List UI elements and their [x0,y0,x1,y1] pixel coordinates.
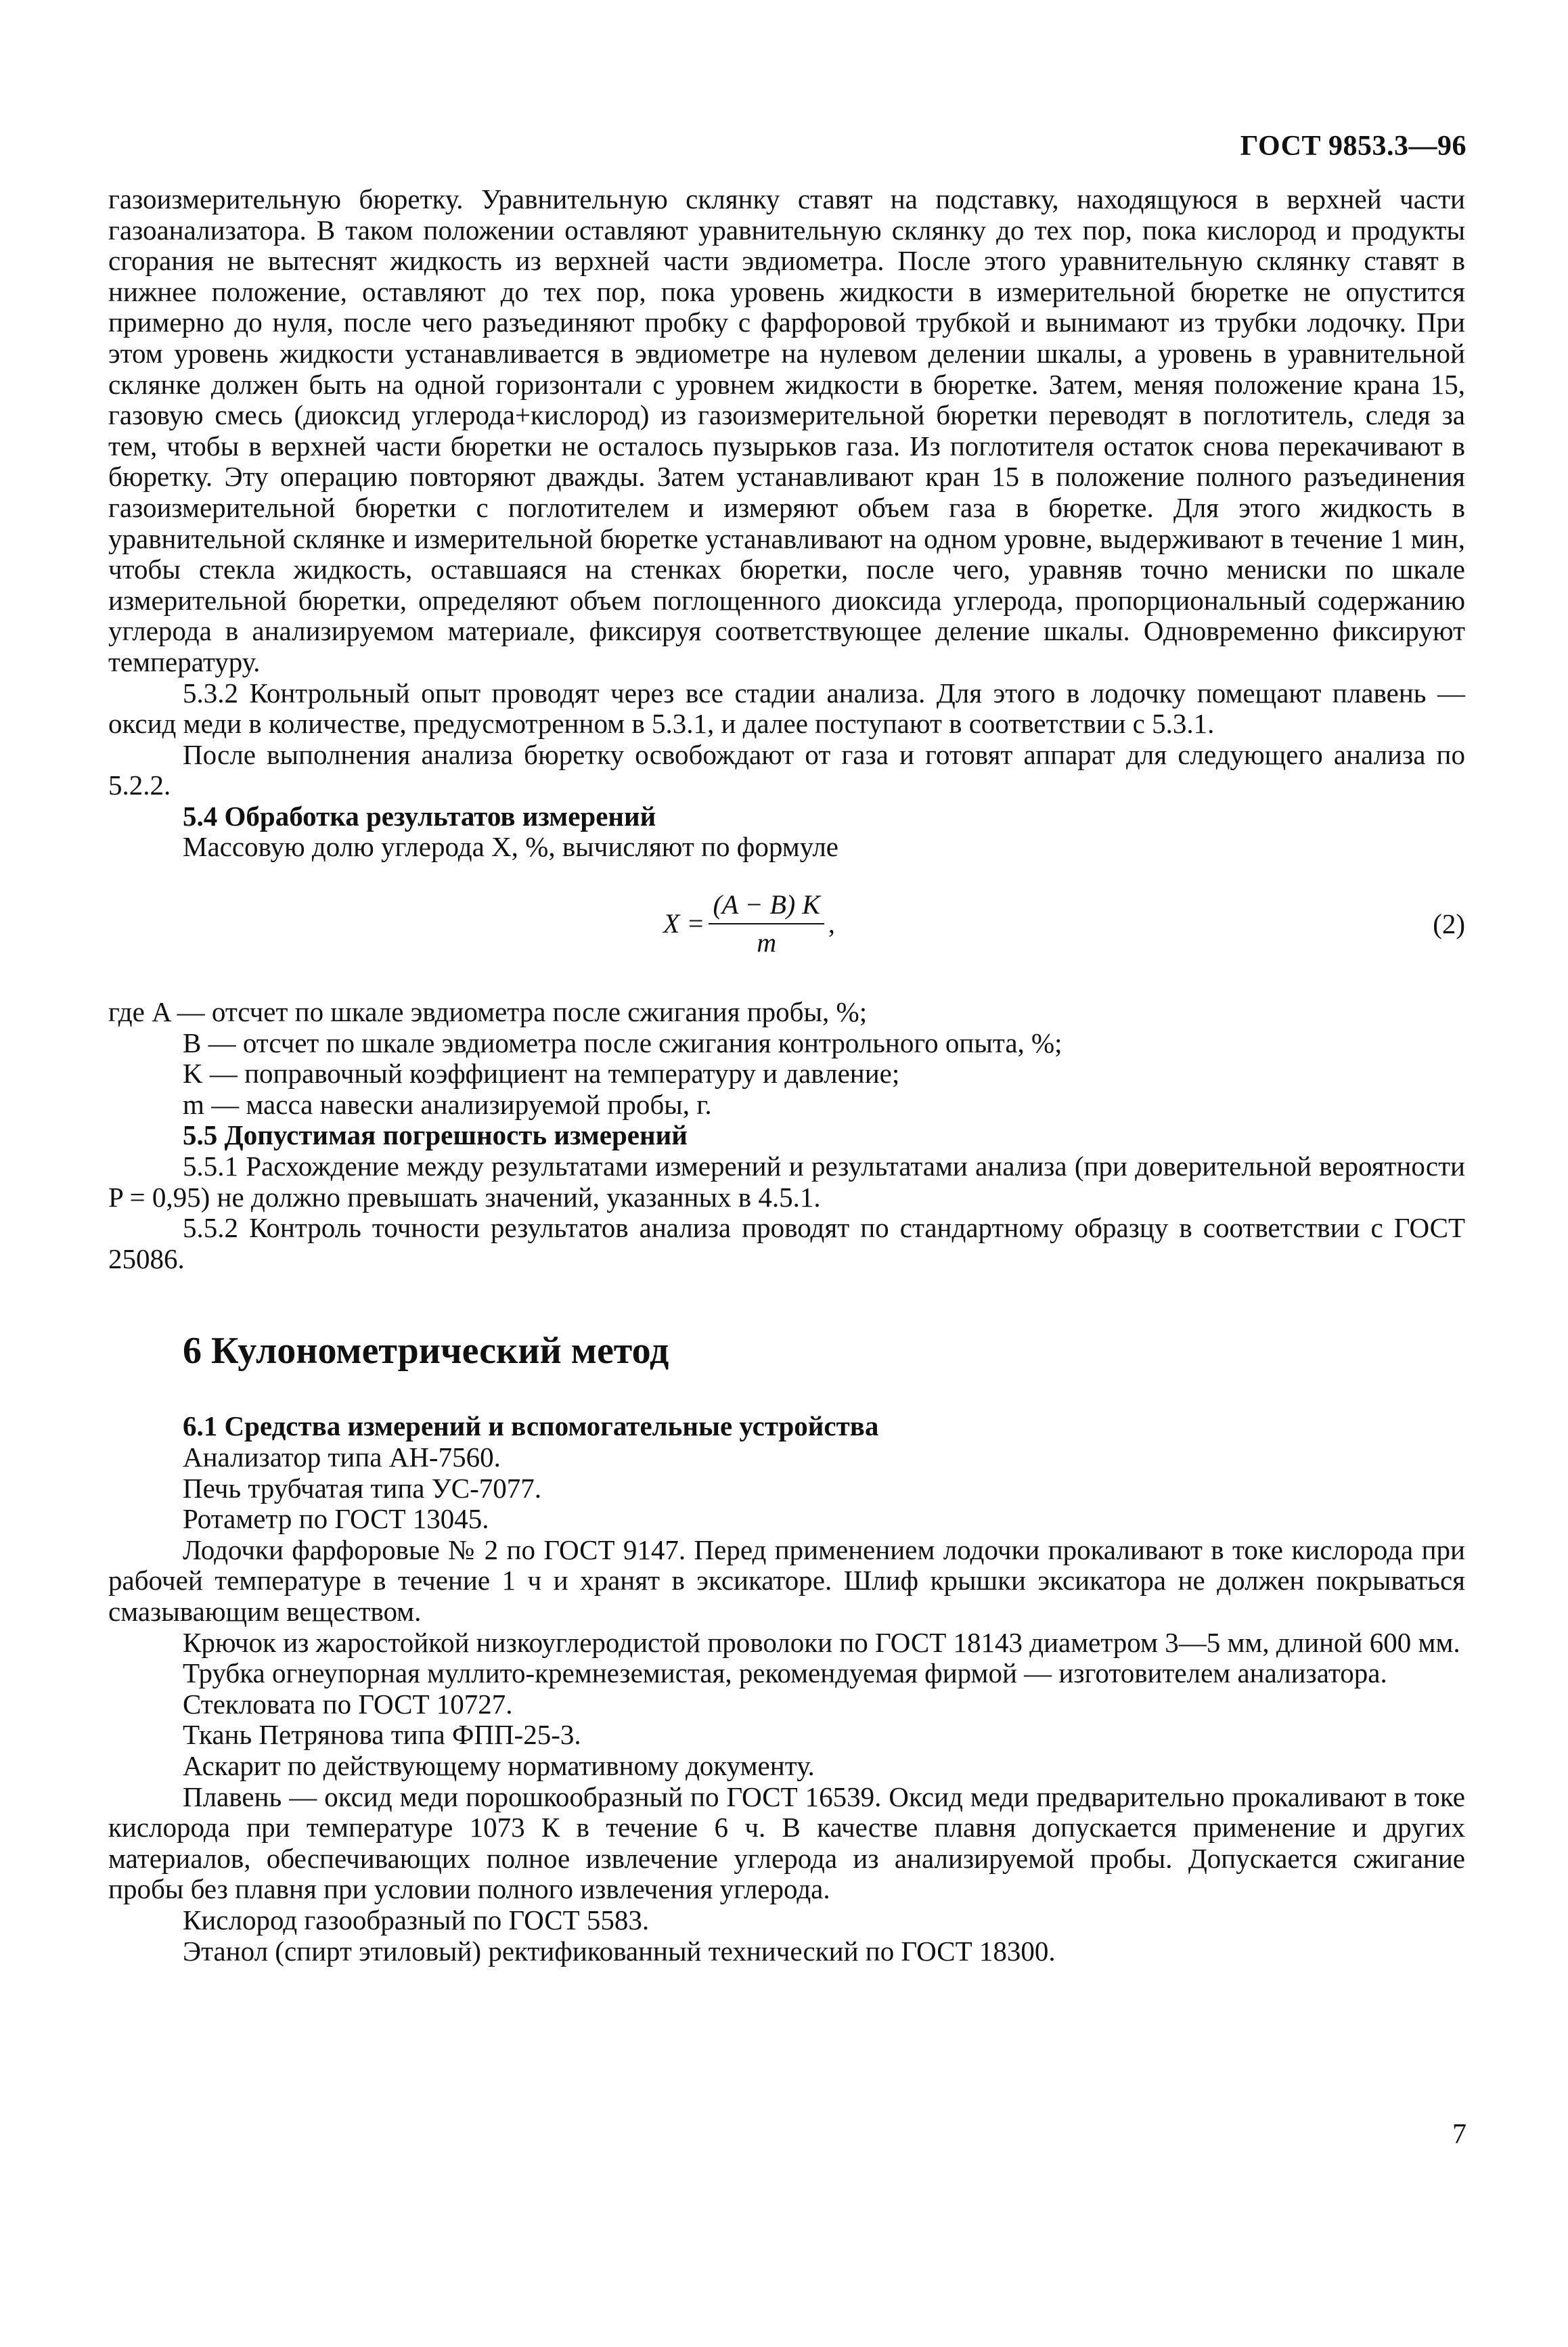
page-number: 7 [1452,2119,1466,2150]
where-line-k: K — поправочный коэффициент на температуру и давление; [183,1058,900,1090]
list-item: Ткань Петрянова типа ФПП-25-3. [183,1719,581,1751]
formula-lhs: X = [663,908,705,939]
formula-numerator: (A − B) K [709,889,824,924]
paragraph-5-5-1: 5.5.1 Расхождение между результатами измерений и результатами анализа (при доверительной вероятности P = 0,95) не должно превышать значений, указанных в 4.5.1. [108,1150,1465,1213]
formula-block [108,883,1465,985]
list-item: Крючок из жаростойкой низкоуглеродистой проволоки по ГОСТ 18143 диаметром 3—5 мм, длиной 600 мм. [183,1626,1460,1658]
heading-5-5: 5.5 Допустимая погрешность измерений [183,1119,688,1151]
list-item: Кислород газообразный по ГОСТ 5583. [183,1904,650,1936]
list-item: Лодочки фарфоровые № 2 по ГОСТ 9147. Перед применением лодочки прокаливают в токе кислорода при рабочей температуре в течение 1 ч и хранят в эксикаторе. Шлиф крышки эксикатора не должен покрываться смазывающим веществом. [108,1534,1465,1627]
heading-5-4: 5.4 Обработка результатов измерений [183,800,656,832]
document-body [108,184,1465,1967]
paragraph-continuation: газоизмерительную бюретку. Уравнительную склянку ставят на подставку, находящуюся в верхней части газоанализатора. В таком положении оставляют уравнительную склянку до тех пор, пока кислород и продукты сгорания не вытеснят жидкость из верхней части эвдиометра. После этого уравнительную склянку ставят в нижнее положение, оставляют до тех пор, пока уровень жидкости в измерительной бюретке не опустится примерно до нуля, после чего разъединяют пробку с фарфоровой трубкой и вынимают из трубки лодочку. При этом уровень жидкости устанавливается в эвдиометре на нулевом делении шкалы, а уровень в уравнительной склянке должен быть на одной горизонтали с уровнем жидкости в бюретке. Затем, меняя положение крана 15, газовую смесь (диоксид углерода+кислород) из газоизмерительной бюретки переводят в поглотитель, следя за тем, чтобы в верхней части бюретки не осталось пузырьков газа. Из поглотителя остаток снова перекачивают в бюретку. Эту операцию повторяют дважды. Затем устанавливают кран 15 в положение полного разъединения газоизмерительной бюретки с поглотителем и измеряют объем газа в бюретке. Для этого жидкость в уравнительной склянке и измерительной бюретке устанавливают на одном уровне, выдерживают в течение 1 мин, чтобы стекла жидкость, оставшаяся на стенках бюретки, после чего, уравняв точно мениски по шкале измерительной бюретки, определяют объем поглощенного диоксида углерода, пропорциональный содержанию углерода в анализируемом материале, фиксируя соответствующее деление шкалы. Одновременно фиксируют температуру. [108,183,1465,677]
where-line-m: m — масса навески анализируемой пробы, г. [183,1088,712,1120]
formula-2 [663,883,835,964]
paragraph-after-analysis: После выполнения анализа бюретку освобождают от газа и готовят аппарат для следующего анализа по 5.2.2. [108,738,1465,801]
formula-fraction [709,889,824,958]
list-item: Анализатор типа АН-7560. [183,1441,501,1473]
formula-tail: , [828,908,835,939]
list-item: Ротаметр по ГОСТ 13045. [183,1503,489,1535]
list-item: Аскарит по действующему нормативному документу. [183,1749,815,1781]
where-line-a: где A — отсчет по шкале эвдиометра после сжигания пробы, %; [108,996,868,1028]
section-6-title: 6 Кулонометрический метод [183,1330,669,1372]
formula-denominator: m [757,927,777,958]
paragraph-5-3-2: 5.3.2 Контрольный опыт проводят через все стадии анализа. Для этого в лодочку помещают плавень — оксид меди в количестве, предусмотренном в 5.3.1, и далее поступают в соответствии с 5.3.1. [108,677,1465,740]
list-item: Стекловата по ГОСТ 10727. [183,1688,513,1720]
list-item: Плавень — оксид меди порошкообразный по ГОСТ 16539. Оксид меди предварительно прокаливают в токе кислорода при температуре 1073 К в течение 6 ч. В качестве плавня допускается применение и других материалов, обеспечивающих полное извлечение углерода из анализируемой пробы. Допускается сжигание пробы без плавня при условии полного извлечения углерода. [108,1781,1465,1905]
standard-code-header: ГОСТ 9853.3—96 [1240,131,1466,162]
list-item: Печь трубчатая типа УС-7077. [183,1472,541,1504]
formula-intro: Массовую долю углерода X, %, вычисляют по формуле [183,831,839,863]
heading-6-1: 6.1 Средства измерений и вспомогательные устройства [183,1410,879,1442]
list-item: Этанол (спирт этиловый) ректификованный технический по ГОСТ 18300. [183,1935,1056,1967]
paragraph-5-5-2: 5.5.2 Контроль точности результатов анализа проводят по стандартному образцу в соответствии с ГОСТ 25086. [108,1212,1465,1274]
equation-number: (2) [1433,908,1465,940]
list-item: Трубка огнеупорная муллито-кремнеземистая, рекомендуемая фирмой — изготовителем анализатора. [183,1657,1387,1689]
where-line-b: B — отсчет по шкале эвдиометра после сжигания контрольного опыта, %; [183,1027,1062,1058]
